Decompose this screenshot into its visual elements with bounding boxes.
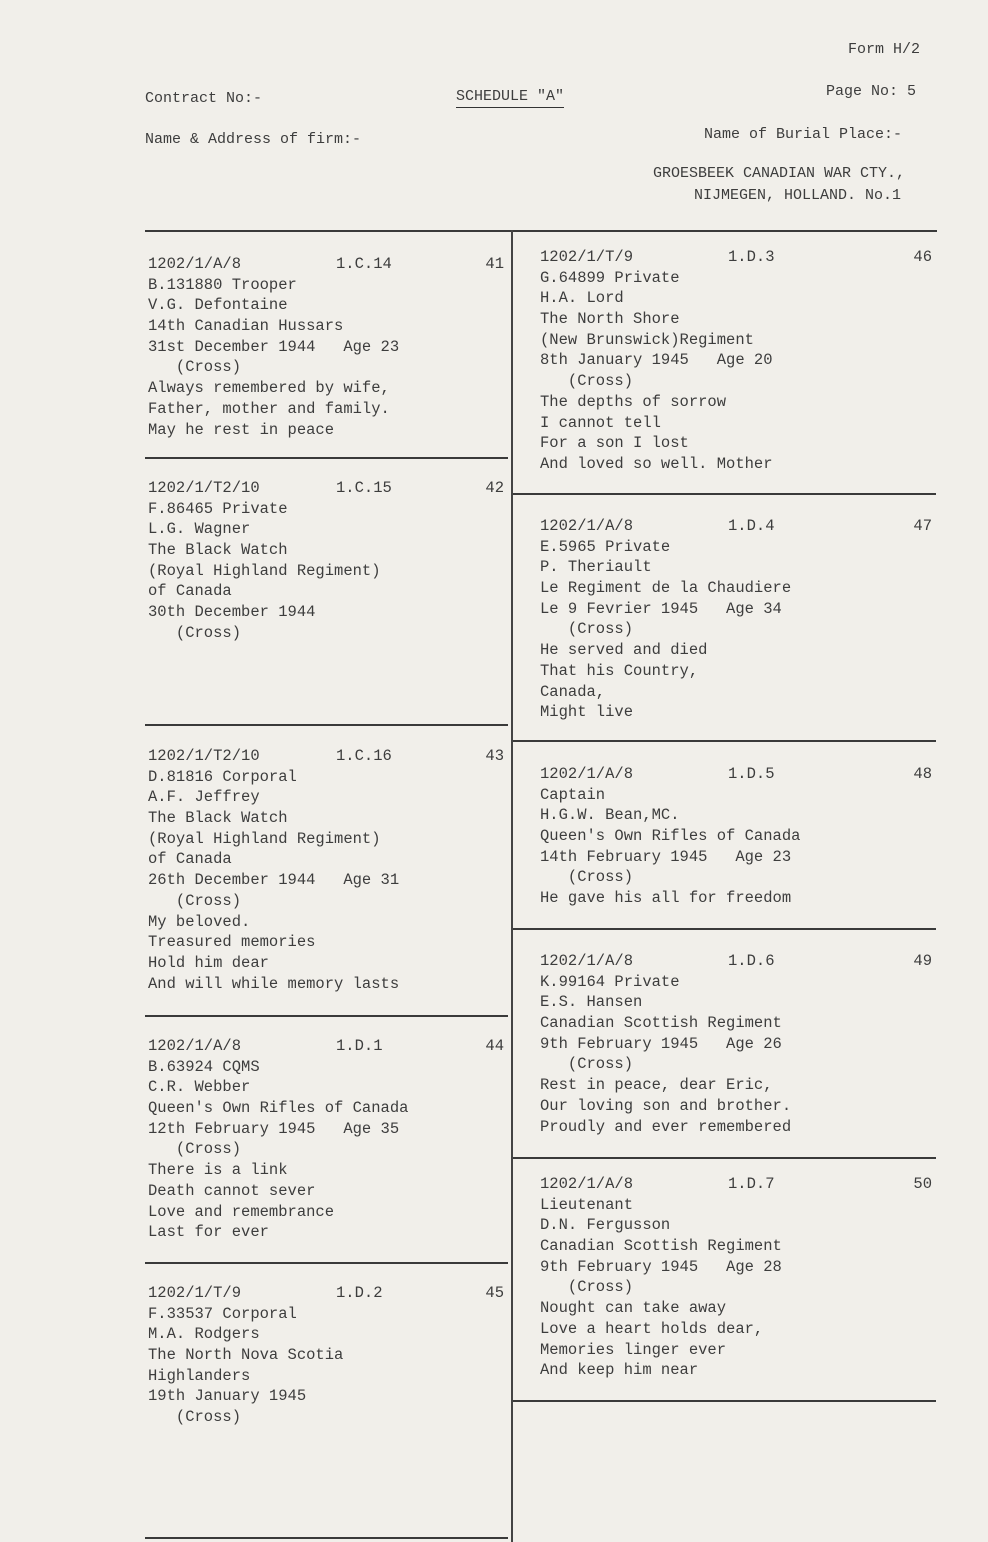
- entry-line: G.64899 Private: [540, 268, 680, 287]
- entry-line: (Cross): [540, 868, 634, 887]
- entry-number: 49: [913, 952, 932, 970]
- schedule-entry: [540, 516, 932, 723]
- entry-line: He gave his all for freedom: [540, 889, 792, 908]
- entry-line: Canadian Scottish Regiment: [540, 1237, 782, 1256]
- page-number: Page No: 5: [826, 83, 917, 100]
- entry-line: 12th February 1945 Age 35: [148, 1119, 400, 1138]
- entry-line: of Canada: [148, 582, 232, 601]
- entry-line: Proudly and ever remembered: [540, 1117, 792, 1136]
- entry-line: The North Shore: [540, 310, 680, 329]
- burial-place-line2: NIJMEGEN, HOLLAND. No.1: [694, 187, 902, 204]
- entry-line: L.G. Wagner: [148, 520, 251, 539]
- entry-line: 19th January 1945: [148, 1387, 307, 1406]
- entry-line: Memories linger ever: [540, 1340, 727, 1359]
- entry-line: E.S. Hansen: [540, 993, 643, 1012]
- entry-line: The depths of sorrow: [540, 392, 727, 411]
- firm-label: Name & Address of firm:-: [145, 131, 362, 148]
- entry-number: 45: [485, 1284, 504, 1302]
- grave-reference: 1.C.14: [336, 255, 392, 273]
- entry-line: Love a heart holds dear,: [540, 1319, 764, 1338]
- schedule-entry: [148, 478, 504, 644]
- entry-line: 31st December 1944 Age 23: [148, 337, 400, 356]
- entry-reference: 1202/1/A/8: [540, 517, 634, 535]
- entry-reference: 1202/1/T/9: [540, 248, 634, 266]
- entry-line: And loved so well. Mother: [540, 454, 773, 473]
- entry-line: (Cross): [540, 1278, 634, 1297]
- contract-label: Contract No:-: [145, 90, 263, 107]
- right-column: [513, 232, 936, 1402]
- grave-reference: 1.D.5: [728, 765, 775, 783]
- entry-line: 14th February 1945 Age 23: [540, 847, 792, 866]
- schedule-cell: [513, 495, 936, 742]
- entry-line: He served and died: [540, 641, 708, 660]
- entry-line: Love and remembrance: [148, 1202, 335, 1221]
- schedule-cell: [145, 1264, 508, 1539]
- grave-reference: 1.D.6: [728, 952, 775, 970]
- entry-line: 30th December 1944: [148, 603, 316, 622]
- entry-line: A.F. Jeffrey: [148, 788, 260, 807]
- entry-line: V.G. Defontaine: [148, 296, 288, 315]
- burial-place-line1: GROESBEEK CANADIAN WAR CTY.,: [653, 165, 906, 182]
- entry-line: 9th February 1945 Age 26: [540, 1034, 782, 1053]
- entry-number: 41: [485, 255, 504, 273]
- entry-line: Hold him dear: [148, 953, 269, 972]
- entry-reference: 1202/1/A/8: [540, 765, 634, 783]
- entry-line: Queen's Own Rifles of Canada: [148, 1099, 409, 1118]
- entry-line: 8th January 1945 Age 20: [540, 351, 773, 370]
- entry-line: Our loving son and brother.: [540, 1096, 792, 1115]
- entry-line: And keep him near: [540, 1361, 699, 1380]
- entry-line: Le 9 Fevrier 1945 Age 34: [540, 599, 782, 618]
- entry-reference: 1202/1/A/8: [148, 255, 242, 273]
- entry-number: 46: [913, 248, 932, 266]
- entry-line: (New Brunswick)Regiment: [540, 330, 754, 349]
- entry-line: K.99164 Private: [540, 972, 680, 991]
- entry-line: H.A. Lord: [540, 289, 624, 308]
- schedule-cell: [513, 1159, 936, 1402]
- grave-reference: 1.D.2: [336, 1284, 383, 1302]
- entry-line: Highlanders: [148, 1366, 251, 1385]
- entry-reference: 1202/1/A/8: [148, 1037, 242, 1055]
- schedule-entry: [148, 1036, 504, 1243]
- schedule-entry: [148, 746, 504, 994]
- schedule-entry: [540, 1174, 932, 1381]
- entry-line: D.N. Fergusson: [540, 1216, 671, 1235]
- entry-line: (Cross): [148, 623, 242, 642]
- entry-line: Captain: [540, 785, 606, 804]
- entry-line: B.131880 Trooper: [148, 275, 297, 294]
- entry-line: 14th Canadian Hussars: [148, 317, 344, 336]
- entry-line: of Canada: [148, 850, 232, 869]
- entry-line: The Black Watch: [148, 809, 288, 828]
- entry-line: (Cross): [540, 372, 634, 391]
- entry-line: The North Nova Scotia: [148, 1346, 344, 1365]
- schedule-cell: [145, 459, 508, 726]
- entry-line: Always remembered by wife,: [148, 379, 390, 398]
- entry-line: (Royal Highland Regiment): [148, 829, 381, 848]
- entry-number: 42: [485, 479, 504, 497]
- entry-line: (Cross): [148, 358, 242, 377]
- entry-line: E.5965 Private: [540, 537, 671, 556]
- entry-line: M.A. Rodgers: [148, 1325, 260, 1344]
- entry-line: Lieutenant: [540, 1195, 634, 1214]
- entry-reference: 1202/1/A/8: [540, 1175, 634, 1193]
- schedule-entry: [540, 247, 932, 475]
- entry-line: Nought can take away: [540, 1299, 727, 1318]
- entry-line: C.R. Webber: [148, 1078, 251, 1097]
- entry-number: 44: [485, 1037, 504, 1055]
- entry-number: 48: [913, 765, 932, 783]
- entry-line: (Cross): [148, 1408, 242, 1427]
- entry-line: P. Theriault: [540, 558, 652, 577]
- schedule-entry: [540, 764, 932, 909]
- entry-number: 50: [913, 1175, 932, 1193]
- entry-reference: 1202/1/T2/10: [148, 479, 260, 497]
- schedule-entry: [148, 1283, 504, 1428]
- entry-line: (Cross): [540, 620, 634, 639]
- schedule-entry: [540, 951, 932, 1137]
- entry-line: 9th February 1945 Age 28: [540, 1257, 782, 1276]
- entry-line: Might live: [540, 703, 634, 722]
- schedule-cell: [145, 1017, 508, 1264]
- schedule-cell: [513, 930, 936, 1159]
- entry-number: 43: [485, 747, 504, 765]
- entry-line: (Cross): [148, 1140, 242, 1159]
- entry-line: (Cross): [540, 1055, 634, 1074]
- schedule-cell: [513, 742, 936, 930]
- entry-line: Le Regiment de la Chaudiere: [540, 579, 792, 598]
- grave-reference: 1.D.3: [728, 248, 775, 266]
- grave-reference: 1.C.16: [336, 747, 392, 765]
- schedule-cell: [513, 232, 936, 495]
- entry-line: And will while memory lasts: [148, 974, 400, 993]
- entry-line: B.63924 CQMS: [148, 1057, 260, 1076]
- entry-line: The Black Watch: [148, 541, 288, 560]
- left-column: [145, 232, 508, 1539]
- entry-line: Queen's Own Rifles of Canada: [540, 827, 801, 846]
- grave-reference: 1.D.4: [728, 517, 775, 535]
- grave-reference: 1.C.15: [336, 479, 392, 497]
- entry-line: H.G.W. Bean,MC.: [540, 806, 680, 825]
- schedule-cell: [145, 726, 508, 1017]
- entry-line: That his Country,: [540, 661, 699, 680]
- entry-reference: 1202/1/T/9: [148, 1284, 242, 1302]
- entry-line: D.81816 Corporal: [148, 767, 297, 786]
- grave-reference: 1.D.7: [728, 1175, 775, 1193]
- burial-place-label: Name of Burial Place:-: [704, 126, 903, 143]
- entry-line: (Cross): [148, 891, 242, 910]
- entry-line: Canadian Scottish Regiment: [540, 1014, 782, 1033]
- schedule-entry: [148, 254, 504, 440]
- entry-line: Canada,: [540, 682, 606, 701]
- entry-line: Father, mother and family.: [148, 399, 390, 418]
- entry-line: May he rest in peace: [148, 420, 335, 439]
- entry-line: F.86465 Private: [148, 499, 288, 518]
- entry-line: F.33537 Corporal: [148, 1304, 297, 1323]
- schedule-cell: [145, 232, 508, 459]
- entry-line: Rest in peace, dear Eric,: [540, 1076, 773, 1095]
- entry-line: There is a link: [148, 1161, 288, 1180]
- entry-line: For a son I lost: [540, 434, 689, 453]
- entry-line: I cannot tell: [540, 413, 661, 432]
- entry-line: Last for ever: [148, 1223, 269, 1242]
- schedule-title: SCHEDULE "A": [456, 87, 564, 108]
- entry-line: Death cannot sever: [148, 1181, 316, 1200]
- entry-reference: 1202/1/A/8: [540, 952, 634, 970]
- entry-number: 47: [913, 517, 932, 535]
- form-number: Form H/2: [848, 41, 921, 58]
- entry-reference: 1202/1/T2/10: [148, 747, 260, 765]
- entry-line: Treasured memories: [148, 933, 316, 952]
- grave-reference: 1.D.1: [336, 1037, 383, 1055]
- entry-line: 26th December 1944 Age 31: [148, 871, 400, 890]
- entry-line: (Royal Highland Regiment): [148, 561, 381, 580]
- entry-line: My beloved.: [148, 912, 251, 931]
